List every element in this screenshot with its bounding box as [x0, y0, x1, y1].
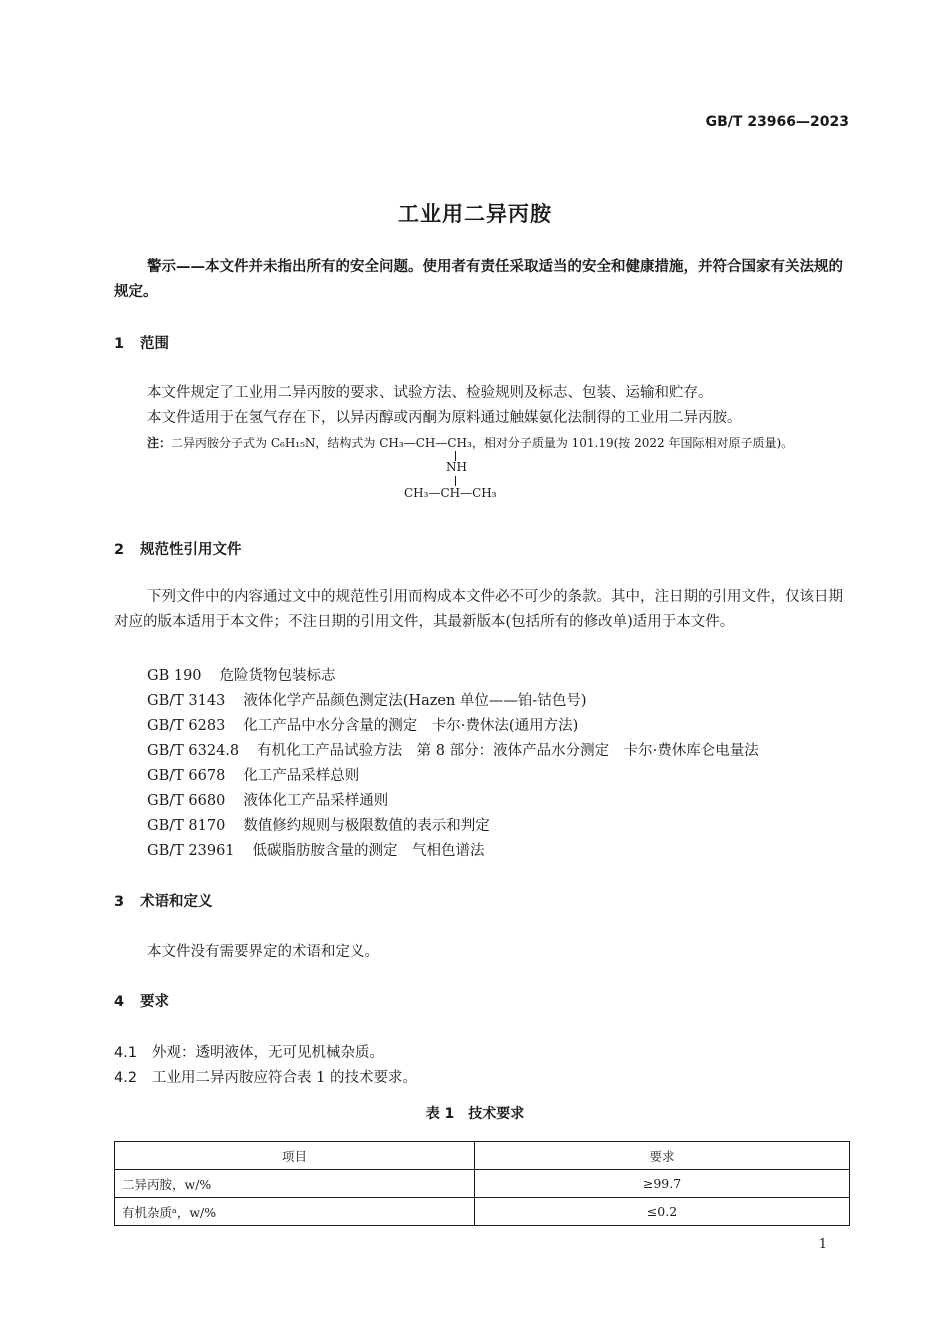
reference-title: 数值修约规则与极限数值的表示和判定	[243, 818, 490, 834]
page-number: 1	[818, 1237, 827, 1252]
section-title: 术语和定义	[140, 894, 213, 910]
reference-title: 液体化学产品颜色测定法(Hazen 单位——铂-钴色号)	[243, 693, 587, 709]
reference-code: GB/T 8170	[147, 818, 226, 834]
table-row	[115, 1198, 850, 1226]
clause-text: 工业用二异丙胺应符合表 1 的技术要求。	[152, 1070, 417, 1086]
row-requirement: ≤0.2	[475, 1198, 850, 1226]
reference-item	[147, 714, 578, 735]
structure-bottom-chain: CH₃—CH—CH₃	[404, 486, 497, 500]
structure-top-chain: CH₃—CH—CH₃	[379, 436, 472, 450]
scope-note	[147, 434, 793, 451]
reference-title: 化工产品采样总则	[243, 768, 360, 784]
reference-item	[147, 814, 490, 835]
terms-paragraph: 本文件没有需要界定的术语和定义。	[147, 944, 379, 960]
references-intro: 下列文件中的内容通过文中的规范性引用而构成本文件必不可少的条款。其中，注日期的引用文件，仅该日期对应的版本适用于本文件；不注日期的引用文件，其最新版本(包括所有的修改单)适用于本文件。	[114, 589, 843, 630]
clause-4-2	[114, 1066, 417, 1087]
reference-item	[147, 839, 485, 860]
section-4-heading	[114, 990, 169, 1011]
section-2-heading	[114, 538, 242, 559]
row-item: 有机杂质ᵃ，w/%	[115, 1198, 475, 1226]
standard-code: GB/T 23966—2023	[705, 114, 849, 130]
reference-code: GB/T 6283	[147, 718, 226, 734]
technical-requirements-table	[114, 1141, 850, 1226]
clause-number: 4.1	[114, 1045, 138, 1061]
section-title: 要求	[140, 994, 169, 1010]
reference-item	[147, 689, 586, 710]
clause-text: 外观：透明液体，无可见机械杂质。	[152, 1045, 384, 1061]
reference-code: GB/T 6680	[147, 793, 226, 809]
scope-paragraph-1: 本文件规定了工业用二异丙胺的要求、试验方法、检验规则及标志、包装、运输和贮存。	[147, 385, 713, 401]
reference-title: 液体化工产品采样通则	[243, 793, 389, 809]
header-item: 项目	[115, 1142, 475, 1170]
structure-nh: NH	[446, 460, 467, 474]
note-prefix: 注：	[147, 436, 172, 450]
section-title: 范围	[140, 336, 169, 352]
section-number: 3	[114, 894, 125, 910]
section-3-heading	[114, 890, 213, 911]
document-title: 工业用二异丙胺	[398, 202, 552, 226]
reference-title: 有机化工产品试验方法 第 8 部分：液体产品水分测定 卡尔·费休库仑电量法	[257, 743, 759, 759]
reference-code: GB/T 6678	[147, 768, 226, 784]
section-number: 2	[114, 542, 125, 558]
reference-item	[147, 789, 388, 810]
row-item: 二异丙胺，w/%	[115, 1170, 475, 1198]
section-number: 4	[114, 994, 125, 1010]
reference-code: GB/T 6324.8	[147, 743, 240, 759]
table-row	[115, 1170, 850, 1198]
row-requirement: ≥99.7	[475, 1170, 850, 1198]
reference-item	[147, 664, 336, 685]
warning-paragraph: 警示——本文件并未指出所有的安全问题。使用者有责任采取适当的安全和健康措施，并符合国家有关法规的规定。	[114, 259, 843, 300]
note-mass-text: ，相对分子质量为 101.19(按 2022 年国际相对原子质量)。	[471, 436, 794, 450]
section-1-heading	[114, 332, 169, 353]
reference-title: 危险货物包装标志	[219, 668, 336, 684]
reference-title: 低碳脂肪胺含量的测定 气相色谱法	[252, 843, 485, 859]
clause-number: 4.2	[114, 1070, 138, 1086]
header-requirement: 要求	[475, 1142, 850, 1170]
section-number: 1	[114, 336, 125, 352]
reference-code: GB/T 23961	[147, 843, 235, 859]
table-header-row	[115, 1142, 850, 1170]
reference-item	[147, 739, 759, 760]
reference-title: 化工产品中水分含量的测定 卡尔·费休法(通用方法)	[243, 718, 579, 734]
note-formula-text: 二异丙胺分子式为 C₆H₁₅N，结构式为	[171, 436, 376, 450]
reference-code: GB 190	[147, 668, 202, 684]
section-title: 规范性引用文件	[140, 542, 242, 558]
table-1-title: 表 1 技术要求	[425, 1106, 525, 1122]
reference-item	[147, 764, 359, 785]
scope-paragraph-2: 本文件适用于在氢气存在下，以异丙醇或丙酮为原料通过触媒氨化法制得的工业用二异丙胺。	[147, 410, 742, 426]
reference-code: GB/T 3143	[147, 693, 226, 709]
clause-4-1	[114, 1041, 384, 1062]
structure-bond-lower	[455, 476, 456, 486]
